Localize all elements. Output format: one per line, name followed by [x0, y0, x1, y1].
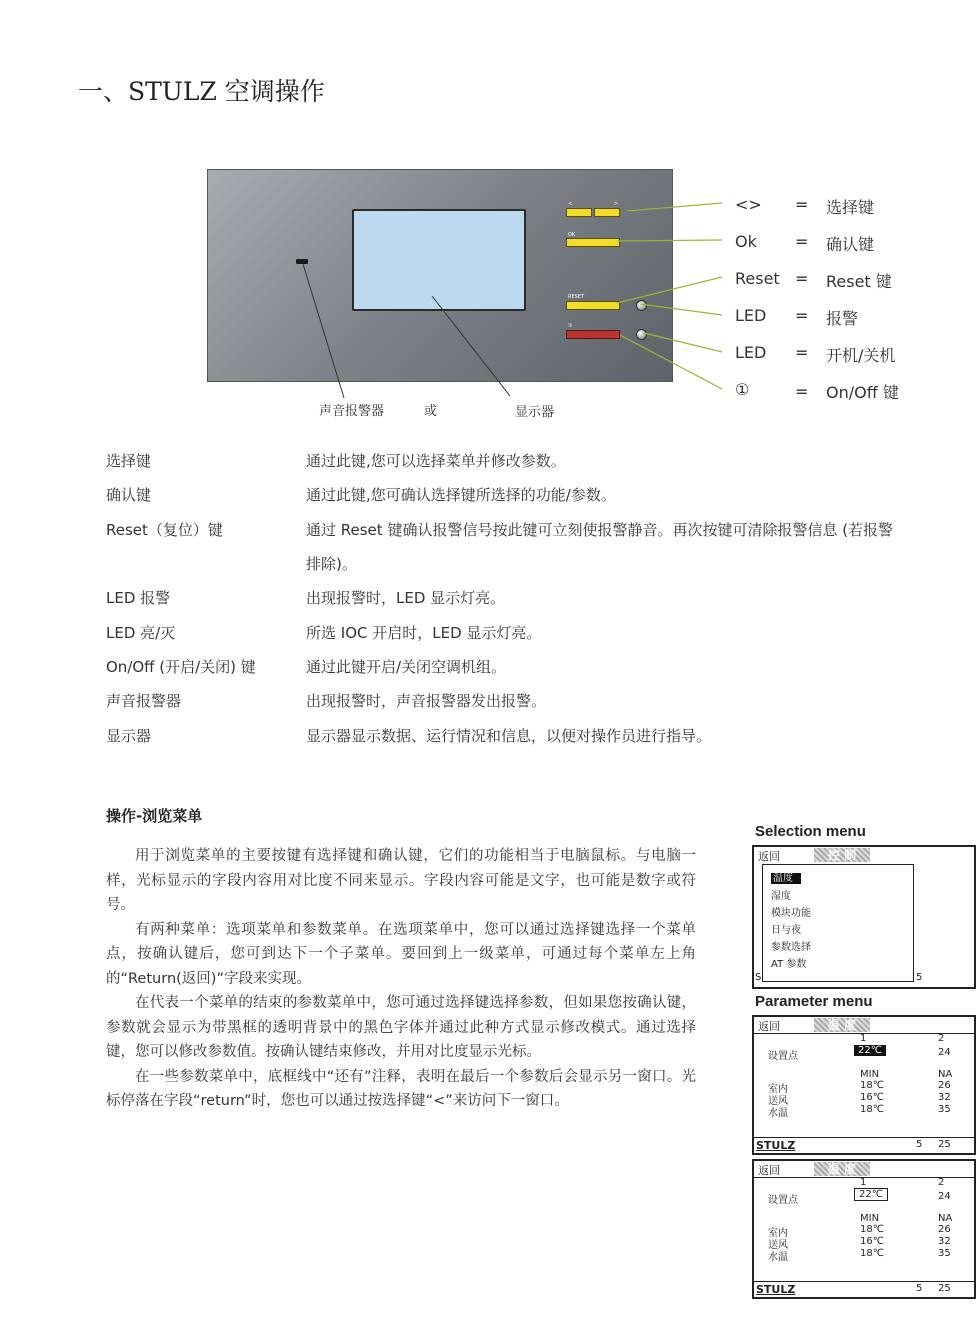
def-desc: 通过此键开启/关闭空调机组。 [306, 658, 507, 676]
paragraph: 用于浏览菜单的主要按键有选择键和确认键，它们的功能相当于电脑鼠标。与电脑一样，光标显示的字段内容用对比度不同来显示。字段内容可能是文字，也可能是数字或符号。 [106, 848, 696, 913]
row-v1: 18℃ [860, 1224, 884, 1235]
menu-item[interactable]: 模块功能 [771, 908, 811, 919]
parameter-menu-heading: Parameter menu [755, 993, 873, 1010]
footer-page: 5 [916, 972, 923, 983]
menu-header: 控 制 [814, 848, 870, 862]
menu-item[interactable]: 日与夜 [771, 925, 801, 936]
def-desc: 通过此键,您可以选择菜单并修改参数。 [306, 452, 566, 470]
paragraph: 有两种菜单：选项菜单和参数菜单。在选项菜单中，您可以通过选择键选择一个菜单点，按确认键后，您可到达下一个子菜单。要回到上一级菜单，可通过每个菜单左上角的“Return(返回)”字段来实现。 [106, 921, 696, 987]
key-desc-led-alarm: 报警 [826, 309, 859, 328]
def-desc: 通过此键,您可确认选择键所选择的功能/参数。 [306, 486, 616, 504]
parameter-menu-edit-screen [752, 1159, 976, 1299]
menu-list [762, 864, 914, 982]
menu-item[interactable]: 湿度 [771, 891, 791, 902]
max-label: NA [938, 1069, 953, 1080]
key-symbol-onoff: ① [735, 380, 750, 399]
setpoint-value-edit[interactable]: 22℃ [854, 1188, 888, 1201]
row-v1: 18℃ [860, 1080, 884, 1091]
row-v2: 35 [938, 1248, 951, 1259]
key-eq: = [795, 306, 809, 325]
key-eq: = [795, 269, 809, 288]
key-desc-select: 选择键 [826, 198, 875, 217]
key-desc-reset: Reset 键 [826, 272, 892, 291]
page-title: 一、STULZ 空调操作 [78, 77, 325, 106]
menu-item-selected[interactable]: 温度 [771, 873, 801, 884]
section-title: 操作-浏览菜单 [106, 807, 203, 825]
parameter-menu-screen [752, 1015, 976, 1155]
row-label: 送风 [768, 1240, 788, 1251]
def-desc: 所选 IOC 开启时，LED 显示灯亮。 [306, 624, 542, 642]
leader-lines [0, 0, 950, 430]
key-symbol-led-alarm: LED [735, 306, 767, 325]
page-number-2: 25 [938, 1283, 951, 1294]
stulz-logo: STULZ [756, 1139, 796, 1152]
page-number: 5 [916, 1139, 923, 1150]
def-desc: 通过 Reset 键确认报警信号按此键可立刻使报警静音。再次按键可清除报警信息 (若报警 [306, 521, 894, 539]
menu-item[interactable]: AT 参数 [771, 959, 807, 970]
setpoint-value[interactable]: 22℃ [854, 1045, 886, 1056]
reset-label: RESET [568, 294, 585, 300]
def-term: Reset（复位）键 [106, 521, 223, 539]
menu-header: 温 度 [814, 1162, 870, 1176]
caption-or: 或 [424, 404, 438, 419]
caption-buzzer: 声音报警器 [319, 404, 385, 419]
select-right-label: > [614, 201, 619, 207]
col-1: 1 [860, 1033, 867, 1044]
back-label[interactable]: 返回 [758, 1020, 780, 1033]
key-symbol-select: <> [735, 195, 762, 214]
key-desc-led-power: 开机/关机 [826, 346, 896, 365]
col-1: 1 [860, 1177, 867, 1188]
row-label: 送风 [768, 1096, 788, 1107]
key-desc-onoff: On/Off 键 [826, 383, 899, 402]
row-v2: 26 [938, 1224, 951, 1235]
def-desc: 显示器显示数据、运行情况和信息，以便对操作员进行指导。 [306, 727, 712, 745]
page-number: 5 [916, 1283, 923, 1294]
col-2: 2 [938, 1177, 945, 1188]
col-2: 2 [938, 1033, 945, 1044]
selection-menu-heading: Selection menu [755, 823, 866, 840]
paragraph: 在一些参数菜单中，底框线中“还有”注释，表明在最后一个参数后会显示另一窗口。光标停落在字段“return”时，您也可以通过按选择键“<”来访问下一窗口。 [106, 1068, 696, 1109]
row-v1: 16℃ [860, 1092, 884, 1103]
key-symbol-led-power: LED [735, 343, 767, 362]
ok-label: OK [568, 232, 576, 238]
menu-header: 温 度 [814, 1018, 870, 1032]
row-v1: 16℃ [860, 1236, 884, 1247]
selection-menu-screen [752, 845, 976, 989]
def-desc: 出现报警时，声音报警器发出报警。 [306, 692, 547, 710]
row-label: 室内 [768, 1084, 788, 1095]
def-desc-continued: 排除)。 [306, 555, 357, 573]
select-left-label: < [568, 201, 573, 207]
paragraph: 在代表一个菜单的结束的参数菜单中，您可通过选择键选择参数，但如果您按确认键，参数就会显示为带黑框的透明背景中的黑色字体并通过此种方式显示修改模式。通过选择键，您可以修改参数值。按确认键结束修改，并用对比度显示光标。 [106, 995, 696, 1060]
row-label: 水温 [768, 1108, 788, 1119]
setpoint-col2: 24 [938, 1191, 951, 1202]
stulz-logo: STULZ [756, 1283, 796, 1296]
max-label: NA [938, 1213, 953, 1224]
section-body [106, 844, 696, 1114]
min-label: MIN [860, 1069, 880, 1080]
page-number-2: 25 [938, 1139, 951, 1150]
key-eq: = [795, 382, 809, 401]
key-symbol-reset: Reset [735, 269, 780, 288]
def-term: On/Off (开启/关闭) 键 [106, 658, 256, 676]
onoff-label: ① [568, 323, 573, 329]
row-v1: 18℃ [860, 1248, 884, 1259]
key-eq: = [795, 232, 809, 251]
def-term: 选择键 [106, 452, 152, 470]
back-label[interactable]: 返回 [758, 1164, 780, 1177]
key-eq: = [795, 195, 809, 214]
key-eq: = [795, 343, 809, 362]
def-term: 确认键 [106, 486, 152, 504]
row-v2: 32 [938, 1236, 951, 1247]
menu-item[interactable]: 参数选择 [771, 942, 811, 953]
def-desc: 出现报警时，LED 显示灯亮。 [306, 589, 506, 607]
key-symbol-ok: Ok [735, 232, 757, 251]
back-label[interactable]: 返回 [758, 850, 780, 863]
setpoint-col2: 24 [938, 1047, 951, 1058]
def-term: 显示器 [106, 727, 152, 745]
row-label: 室内 [768, 1228, 788, 1239]
row-v2: 26 [938, 1080, 951, 1091]
caption-display: 显示器 [515, 405, 555, 420]
row-v1: 18℃ [860, 1104, 884, 1115]
key-desc-ok: 确认键 [826, 235, 875, 254]
setpoint-label: 设置点 [768, 1195, 798, 1206]
footer-left: S [755, 972, 762, 983]
setpoint-label: 设置点 [768, 1051, 798, 1062]
def-term: 声音报警器 [106, 692, 182, 710]
min-label: MIN [860, 1213, 880, 1224]
def-term: LED 报警 [106, 589, 171, 607]
row-label: 水温 [768, 1252, 788, 1263]
def-term: LED 亮/灭 [106, 624, 176, 642]
row-v2: 35 [938, 1104, 951, 1115]
row-v2: 32 [938, 1092, 951, 1103]
